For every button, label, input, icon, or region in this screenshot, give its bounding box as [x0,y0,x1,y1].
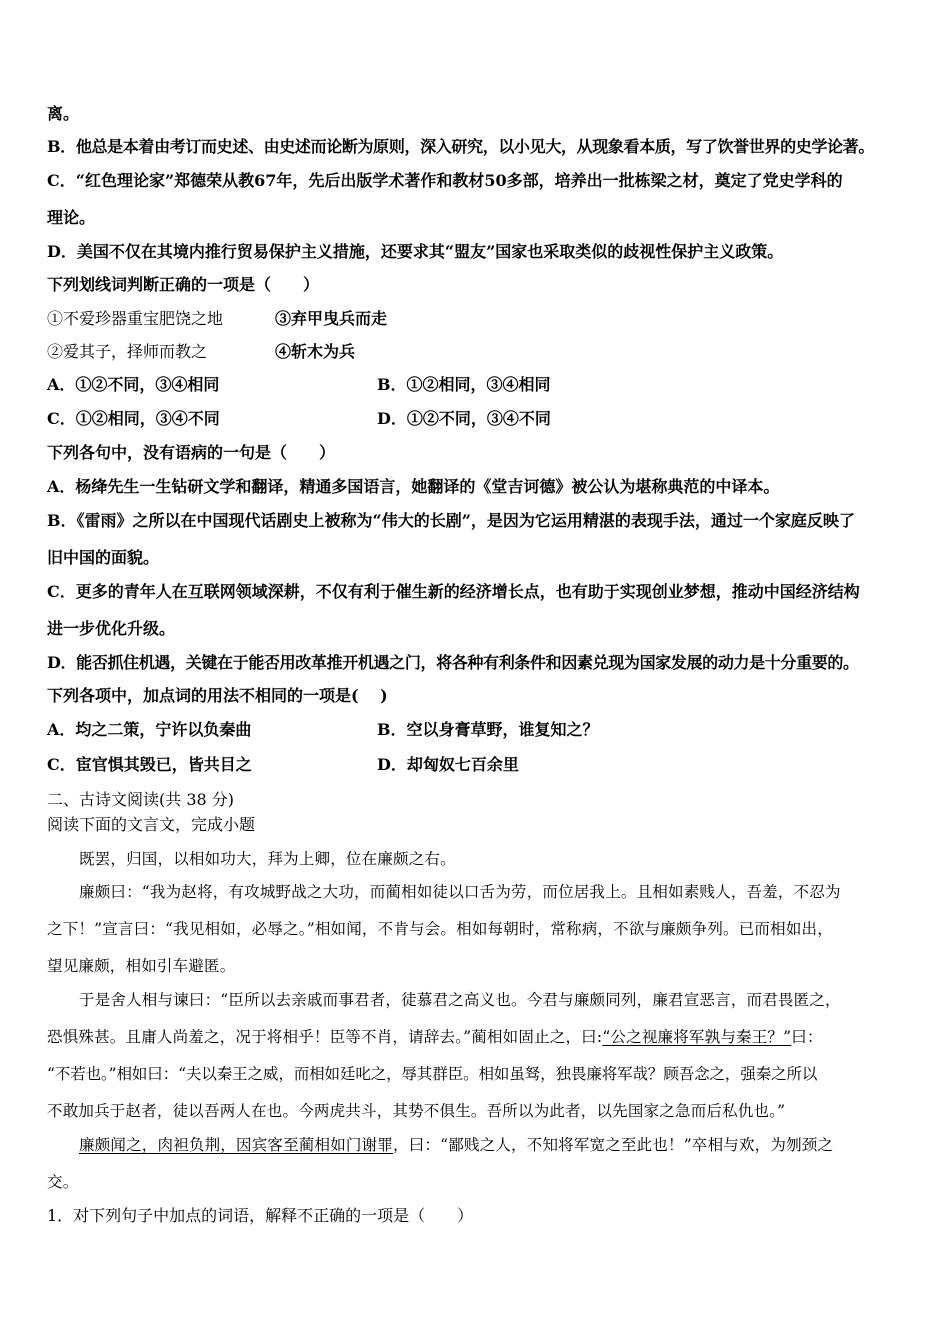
words-option-a: A．①②不同，③④相同 [47,375,220,394]
passage-text: 曰： [791,1028,823,1046]
grammar-option-b-line1: B．《雷雨》之所以在中国现代话剧史上被称为“伟大的长剧”，是因为它运用精湛的表现手法，通过一个家庭反映了 [47,511,855,530]
passage-paragraph-4-line2: 交。 [47,1173,79,1191]
passage-paragraph-3-line4: 不敢加兵于赵者，徒以吾两人在也。今两虎共斗，其势不俱生。吾所以为此者，以先国家之急而后私仇也。” [47,1102,786,1120]
section-title: 二、古诗文阅读(共 38 分) [47,790,235,809]
passage-paragraph-4-line1 [79,1135,833,1155]
underlined-sentence: “公之视廉将军孰与秦王？” [602,1028,792,1046]
passage-text: ，曰：“鄙贱之人，不知将军宽之至此也！”卒相与欢，为刎颈之 [393,1136,834,1154]
words-item-3: ③弃甲曳兵而走 [275,309,388,328]
grammar-question-stem: 下列各句中，没有语病的一句是（ ） [47,443,336,462]
grammar-option-b-line2: 旧中国的面貌。 [47,548,160,567]
underlined-sentence: 廉颇闻之，肉袒负荆，因宾客至蔺相如门谢罪 [79,1136,394,1154]
prev-option-d: D．美国不仅在其境内推行贸易保护主义措施，还要求其“盟友”国家也采取类似的歧视性保护主义政策。 [47,242,784,261]
section-intro: 阅读下面的文言文，完成小题 [47,815,256,834]
passage-paragraph-3-line3: “不若也。”相如曰：“夫以秦王之威，而相如廷叱之，辱其群臣。相如虽驽，独畏廉将军哉？顾吾念之，强秦之所以 [47,1065,818,1083]
grammar-option-c-line1: C．更多的青年人在互联网领域深耕，不仅有利于催生新的经济增长点，也有助于实现创业梦想，推动中国经济结构 [47,582,860,601]
question-1-stem: 1．对下列句子中加点的词语，解释不正确的一项是（ ） [47,1206,474,1225]
passage-text: 恐惧殊甚。且庸人尚羞之，况于将相乎！臣等不肖，请辞去。”蔺相如固止之，曰: [47,1028,603,1046]
words-option-d: D．①②不同，③④不同 [377,409,551,428]
prev-option-c-line2: 理论。 [47,208,96,227]
words-option-c: C．①②相同，③④不同 [47,409,220,428]
usage-option-c: C．宦官惧其毁已，皆共目之 [47,755,252,774]
words-item-1: ①不爱珍器重宝肥饶之地 [47,309,224,328]
words-item-4: ④斩木为兵 [275,342,356,361]
passage-paragraph-2-line3: 望见廉颇，相如引车避匿。 [47,957,236,975]
grammar-option-a: A．杨绛先生一生钻研文学和翻译，精通多国语言，她翻译的《堂吉诃德》被公认为堪称典范的中译本。 [47,477,780,496]
grammar-option-c-line2: 进一步优化升级。 [47,619,176,638]
grammar-option-d: D．能否抓住机遇，关键在于能否用改革推开机遇之门，将各种有利条件和因素兑现为国家发展的动力是十分重要的。 [47,653,859,672]
prev-option-b: B．他总是本着由考订而史述、由史述而论断为原则，深入研究，以小见大，从现象看本质，写了饮誉世界的史学论著。 [47,137,874,156]
passage-paragraph-3-line2 [47,1027,823,1047]
words-question-stem: 下列划线词判断正确的一项是（ ） [47,275,320,294]
words-item-2: ②爱其子，择师而教之 [47,342,208,361]
passage-paragraph-2-line1: 廉颇曰：“我为赵将，有攻城野战之大功，而蔺相如徒以口舌为劳，而位居我上。且相如素贱人，吾羞，不忍为 [79,883,841,901]
usage-option-d: D．却匈奴七百余里 [377,755,519,774]
prev-option-c-tail: 离。 [47,104,80,123]
usage-option-a: A．均之二策，宁许以负秦曲 [47,720,252,739]
prev-option-c-line1: C．“红色理论家”郑德荣从教67年，先后出版学术著作和教材50多部，培养出一批栋梁之材，奠定了党史学科的 [47,171,843,190]
passage-paragraph-1: 既罢，归国，以相如功大，拜为上卿，位在廉颇之右。 [79,850,456,868]
usage-question-stem: 下列各项中，加点词的用法不相同的一项是( ) [47,686,388,705]
usage-option-b: B．空以身膏草野，谁复知之？ [377,720,599,739]
passage-paragraph-3-line1: 于是舍人相与谏曰：“臣所以去亲戚而事君者，徒慕君之高义也。今君与廉颇同列，廉君宣恶言，而君畏匿之， [79,991,841,1009]
passage-paragraph-2-line2: 之下！”宣言曰：“我见相如，必辱之。”相如闻，不肯与会。相如每朝时，常称病，不欲与廉颇争列。已而相如出， [47,920,833,938]
words-option-b: B．①②相同，③④相同 [377,375,551,394]
